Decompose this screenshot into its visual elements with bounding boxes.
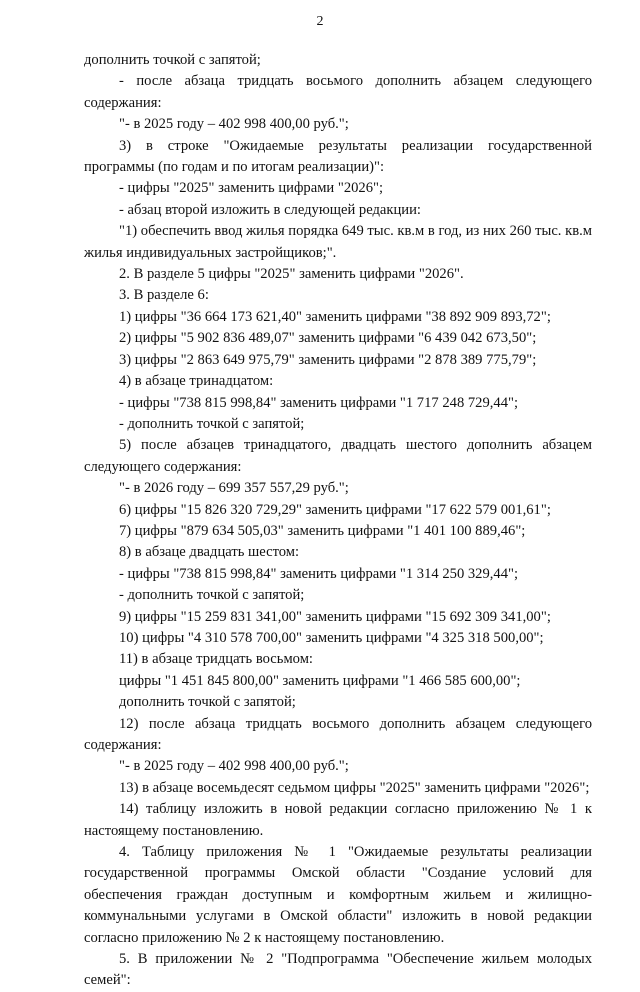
paragraph: 5. В приложении № 2 "Подпрограмма "Обеспечение жильем молодых семей": xyxy=(84,951,592,989)
paragraph: - после абзаца тридцать восьмого дополнить абзацем следующего содержания: xyxy=(84,73,592,111)
paragraph: 4) в абзаце тринадцатом: xyxy=(119,373,274,390)
paragraph: "- в 2026 году – 699 357 557,29 руб."; xyxy=(119,480,349,497)
paragraph: "- в 2025 году – 402 998 400,00 руб."; xyxy=(119,758,349,775)
document-body xyxy=(84,50,592,992)
paragraph: 11) в абзаце тридцать восьмом: xyxy=(119,651,313,668)
paragraph: - абзац второй изложить в следующей редакции: xyxy=(119,201,421,218)
paragraph: 14) таблицу изложить в новой редакции согласно приложению № 1 к настоящему постановлению. xyxy=(84,801,592,839)
paragraph: "1) обеспечить ввод жилья порядка 649 тыс. кв.м в год, из них 260 тыс. кв.м жилья индивидуальных застройщиков;". xyxy=(84,223,592,261)
paragraph: 13) в абзаце восемьдесят седьмом цифры "2025" заменить цифрами "2026"; xyxy=(119,779,590,796)
paragraph: 2) цифры "5 902 836 489,07" заменить цифрами "6 439 042 673,50"; xyxy=(119,330,537,347)
paragraph: 6) цифры "15 826 320 729,29" заменить цифрами "17 622 579 001,61"; xyxy=(119,501,551,518)
paragraph: - цифры "738 815 998,84" заменить цифрами "1 717 248 729,44"; xyxy=(119,394,519,411)
paragraph: 12) после абзаца тридцать восьмого дополнить абзацем следующего содержания: xyxy=(84,715,592,753)
paragraph: "- в 2025 году – 402 998 400,00 руб."; xyxy=(119,116,349,133)
paragraph: 10) цифры "4 310 578 700,00" заменить цифрами "4 325 318 500,00"; xyxy=(119,629,544,646)
paragraph: дополнить точкой с запятой; xyxy=(119,694,296,711)
paragraph: 3. В разделе 6: xyxy=(119,287,209,304)
paragraph: - дополнить точкой с запятой; xyxy=(119,587,305,604)
paragraph: - цифры "738 815 998,84" заменить цифрами "1 314 250 329,44"; xyxy=(119,565,519,582)
page-number: 2 xyxy=(316,14,324,29)
paragraph: 9) цифры "15 259 831 341,00" заменить цифрами "15 692 309 341,00"; xyxy=(119,608,551,625)
paragraph: цифры "1 451 845 800,00" заменить цифрами "1 466 585 600,00"; xyxy=(119,672,521,689)
paragraph: - цифры "2025" заменить цифрами "2026"; xyxy=(119,180,384,197)
paragraph: 3) цифры "2 863 649 975,79" заменить цифрами "2 878 389 775,79"; xyxy=(119,351,537,368)
paragraph: 8) в абзаце двадцать шестом: xyxy=(119,544,300,561)
paragraph: 3) в строке "Ожидаемые результаты реализации государственной программы (по годам и по итогам реализации)": xyxy=(84,137,592,176)
paragraph: 7) цифры "879 634 505,03" заменить цифрами "1 401 100 889,46"; xyxy=(119,522,526,539)
paragraph: - дополнить точкой с запятой; xyxy=(119,415,305,432)
paragraph: 1) цифры "36 664 173 621,40" заменить цифрами "38 892 909 893,72"; xyxy=(119,308,551,325)
paragraph: дополнить точкой с запятой; xyxy=(84,52,261,68)
paragraph: 4. Таблицу приложения № 1 "Ожидаемые результаты реализации государственной программы Омской области "Создание условий для обеспечения граждан доступным и комфортным жильем и жилищно-коммунальными услугами в Омской области" изложить в новой редакции согласно приложению № 2 к настоящему постановлению. xyxy=(84,844,592,946)
paragraph: 5) после абзацев тринадцатого, двадцать шестого дополнить абзацем следующего содержания: xyxy=(84,437,592,475)
paragraph: 2. В разделе 5 цифры "2025" заменить цифрами "2026". xyxy=(119,266,464,283)
